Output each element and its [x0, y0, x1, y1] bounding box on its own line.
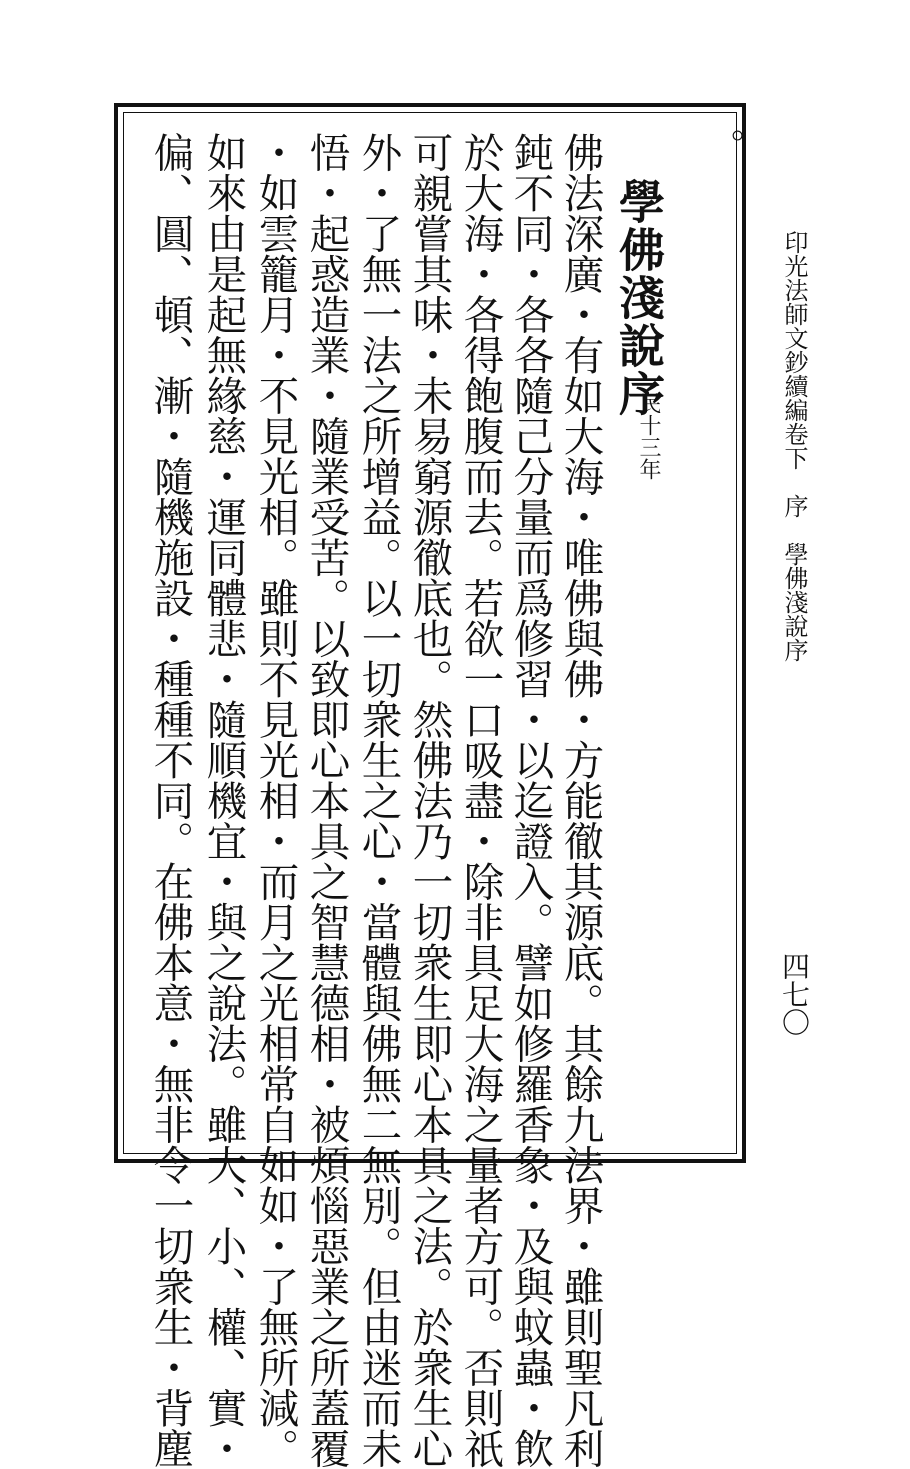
running-head: 印光法師文鈔續編卷下 序 學佛淺說序: [780, 230, 808, 662]
text-column-1: 佛法深廣・有如大海・唯佛與佛・方能徹其源底。其餘九法界・雖則聖凡利: [556, 132, 605, 1469]
text-column-4: 可親嘗其味・未易窮源徹底也。然佛法乃一切衆生即心本具之法。於衆生心: [405, 132, 454, 1469]
text-column-6: 悟・起惑造業・隨業受苦。以致即心本具之智慧德相・被煩惱惡業之所蓋覆: [302, 132, 351, 1469]
page-number: 四七〇: [778, 952, 811, 1036]
text-column-9: 偏、圓、頓、漸・隨機施設・種種不同。在佛本意・無非令一切衆生・背塵: [146, 132, 195, 1469]
text-column-3: 於大海・各得飽腹而去。若欲一口吸盡・除非具足大海之量者方可。否則祇: [456, 132, 505, 1469]
text-column-7: ・如雲籠月・不見光相。雖則不見光相・而月之光相常自如如・了無所減。: [251, 132, 300, 1469]
text-column-2: 鈍不同・各各隨己分量而爲修習・以迄證入。譬如修羅香象・及與蚊蟲・飲: [506, 132, 555, 1469]
essay-title: 學佛淺說序: [612, 178, 666, 418]
essay-date: 民十三年: [636, 392, 661, 480]
text-column-8: 如來由是起無緣慈・運同體悲・隨順機宜・與之說法。雖大、小、權、實・: [199, 132, 248, 1469]
text-column-5: 外・了無一法之所增益。以一切衆生之心・當體與佛無二無別。但由迷而未: [354, 132, 403, 1469]
fragment-top-mark: 。: [704, 128, 745, 164]
